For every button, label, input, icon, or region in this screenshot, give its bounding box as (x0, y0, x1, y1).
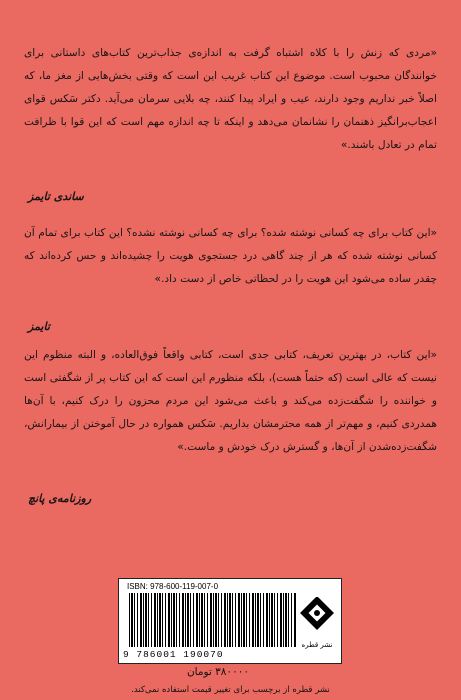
publisher-logo-icon (299, 597, 335, 645)
isbn-text: ISBN: 978-600-119-007-0 (127, 582, 219, 591)
review-2-source: تایمز (28, 320, 50, 333)
review-3-source: روزنامه‌ی پانچ (28, 492, 92, 505)
review-1-text: «مردی که زنش را با کلاه اشتباه گرفت به اندازه‌ی جذاب‌ترین کتاب‌های داستانی برای خوانندگان محبوب است. موضوع این کتاب غریب این است که وقتی بخش‌هایی از مغز ما، که اصلاً خبر نداریم وجود دارند، عیب و ایراد پیدا کنند، چه بلایی سرمان می‌آید. دکتر سَکس قوای اعجاب‌برانگیز ذهنمان را نشانمان می‌دهد و اینکه تا چه اندازه مهم است که این قوا با ظرافت تمام در تعادل باشند.» (24, 47, 437, 151)
review-2-text: «این کتاب برای چه کسانی نوشته شده؟ برای چه کسانی نوشته نشده؟ این کتاب برای تمام آن کسانی نوشته شده که هر از چند گاهی درد جستجوی هویت را چشیده‌اند و حس کرده‌اند که چقدر ساده می‌شود این هویت را در لحظاتی خاص از دست داد.» (24, 227, 437, 285)
price: ۳۸۰۰۰۰ تومان (186, 666, 249, 678)
price-note: نشر قطره از برچسب برای تغییر قیمت استفاده نمی‌کند. (131, 685, 330, 695)
review-3-text: «این کتاب، در بهترین تعریف، کتابی جدی است، کتابی واقعاً فوق‌العاده، و البته منظوم این نیست که عالی است (که حتماً هست)، بلکه منظورم این است که این کتاب پر از شگفتی است و خواننده را شگفت‌زده می‌کند و باعث می‌شود این مردم محزون را درک کنیم، با آن‌ها همدردی کنیم، و مهم‌تر از همه محترمشان بداریم. سَکس همواره در حال آموختن از بیمارانش، شگفت‌زده‌شدن از آن‌ها، و گسترش درک خودش و ماست.» (24, 349, 437, 453)
publisher-logo-text: نشر قطره (301, 641, 333, 649)
review-1-source: ساندی تایمز (28, 190, 84, 203)
barcode-digits: 9 786001 190070 (123, 649, 224, 660)
barcode-label (118, 578, 342, 664)
barcode-bars (129, 593, 297, 647)
